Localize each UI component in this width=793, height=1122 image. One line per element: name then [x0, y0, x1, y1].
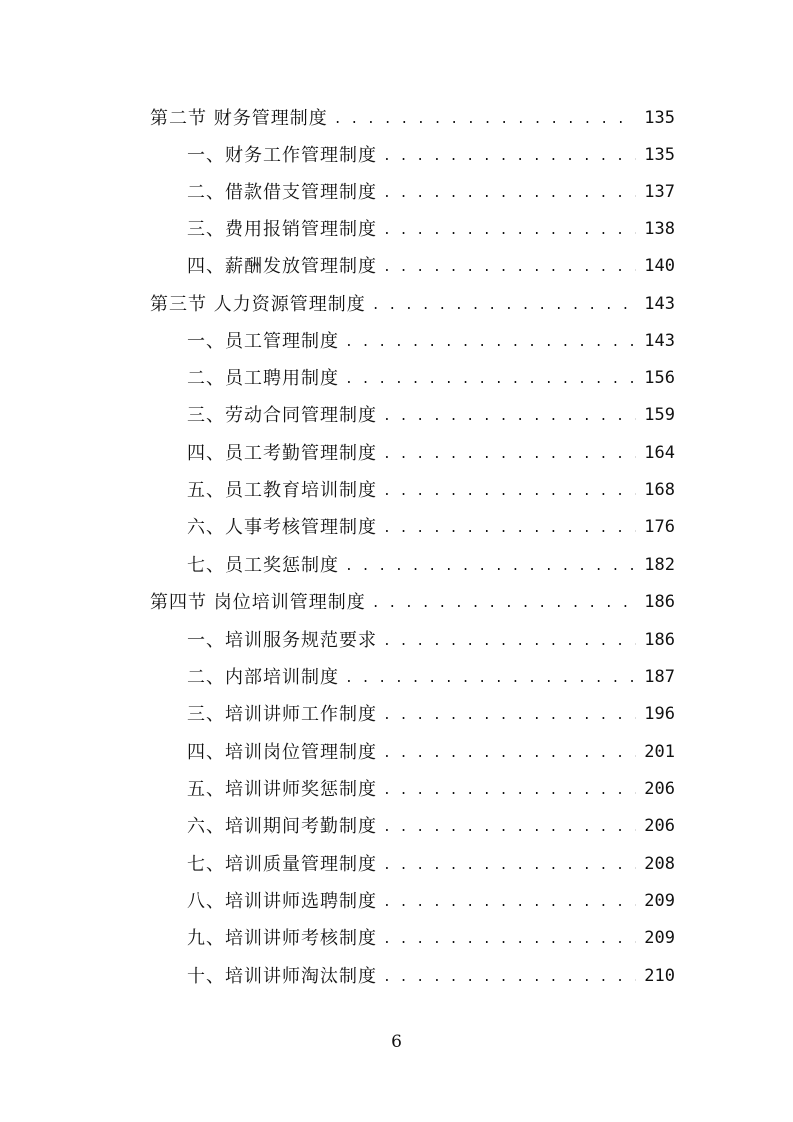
toc-dot-leader: [383, 696, 636, 733]
toc-entry-title: 七、员工奖惩制度: [187, 555, 339, 576]
toc-entry-page: 140: [644, 256, 675, 276]
toc-dot-leader: [383, 808, 636, 845]
toc-entry-page: 201: [644, 742, 675, 762]
toc-dot-leader: [383, 248, 636, 285]
toc-entry-title: 一、员工管理制度: [187, 331, 339, 352]
toc-entry-title: 四、员工考勤管理制度: [187, 443, 377, 464]
toc-entry-page: 143: [644, 331, 675, 351]
toc-entry-page: 168: [644, 480, 675, 500]
toc-entry-page: 208: [644, 854, 675, 874]
toc-entry[interactable]: [187, 696, 675, 733]
toc-entry-page: 209: [644, 891, 675, 911]
page-number: 6: [391, 1032, 402, 1052]
toc-entry-title: 三、费用报销管理制度: [187, 219, 377, 240]
toc-entry-page: 209: [644, 928, 675, 948]
toc-dot-leader: [383, 622, 636, 659]
toc-dot-leader: [383, 958, 636, 995]
toc-dot-leader: [383, 509, 636, 546]
toc-entry-page: 159: [644, 405, 675, 425]
toc-entry[interactable]: [187, 509, 675, 546]
toc-dot-leader: [383, 771, 636, 808]
toc-entry-page: 135: [644, 108, 675, 128]
toc-entry[interactable]: [150, 584, 675, 621]
toc-dot-leader: [345, 323, 636, 360]
toc-entry-title: 五、培训讲师奖惩制度: [187, 779, 377, 800]
toc-entry[interactable]: [187, 808, 675, 845]
toc-entry-title: 六、培训期间考勤制度: [187, 816, 377, 837]
toc-entry[interactable]: [187, 771, 675, 808]
toc-entry-title: 四、培训岗位管理制度: [187, 742, 377, 763]
table-of-contents: [0, 100, 793, 1000]
toc-entry-title: 二、员工聘用制度: [187, 368, 339, 389]
toc-entry-page: 210: [644, 966, 675, 986]
toc-entry-title: 十、培训讲师淘汰制度: [187, 966, 377, 987]
toc-entry-title: 九、培训讲师考核制度: [187, 928, 377, 949]
toc-entry[interactable]: [187, 435, 675, 472]
toc-entry[interactable]: [187, 622, 675, 659]
toc-entry-title: 三、劳动合同管理制度: [187, 405, 377, 426]
toc-dot-leader: [383, 397, 636, 434]
toc-entry[interactable]: [187, 958, 675, 995]
toc-dot-leader: [383, 846, 636, 883]
toc-entry-page: 182: [644, 555, 675, 575]
toc-entry-title: 第二节 财务管理制度: [150, 108, 328, 129]
toc-dot-leader: [383, 920, 636, 957]
toc-entry-title: 一、培训服务规范要求: [187, 630, 377, 651]
toc-entry-title: 第三节 人力资源管理制度: [150, 294, 366, 315]
toc-entry[interactable]: [187, 137, 675, 174]
toc-entry-title: 七、培训质量管理制度: [187, 854, 377, 875]
toc-entry-page: 137: [644, 182, 675, 202]
toc-entry-title: 一、财务工作管理制度: [187, 145, 377, 166]
toc-entry-page: 135: [644, 145, 675, 165]
toc-entry-page: 176: [644, 517, 675, 537]
toc-entry[interactable]: [187, 360, 675, 397]
toc-dot-leader: [383, 734, 636, 771]
toc-entry-title: 二、内部培训制度: [187, 667, 339, 688]
toc-entry[interactable]: [187, 472, 675, 509]
toc-dot-leader: [345, 547, 636, 584]
toc-entry-title: 五、员工教育培训制度: [187, 480, 377, 501]
toc-entry-page: 186: [644, 592, 675, 612]
toc-dot-leader: [345, 360, 636, 397]
toc-entry[interactable]: [187, 323, 675, 360]
toc-entry-page: 143: [644, 294, 675, 314]
toc-entry-page: 164: [644, 443, 675, 463]
toc-dot-leader: [383, 211, 636, 248]
toc-entry-title: 六、人事考核管理制度: [187, 517, 377, 538]
toc-entry[interactable]: [187, 174, 675, 211]
toc-entry-title: 八、培训讲师选聘制度: [187, 891, 377, 912]
toc-entry[interactable]: [187, 920, 675, 957]
toc-entry[interactable]: [187, 248, 675, 285]
toc-entry[interactable]: [187, 846, 675, 883]
toc-entry-title: 二、借款借支管理制度: [187, 182, 377, 203]
toc-entry[interactable]: [187, 211, 675, 248]
toc-entry-page: 187: [644, 667, 675, 687]
toc-entry[interactable]: [187, 734, 675, 771]
toc-entry[interactable]: [150, 100, 675, 137]
toc-entry-page: 186: [644, 630, 675, 650]
toc-dot-leader: [383, 435, 636, 472]
toc-entry[interactable]: [150, 286, 675, 323]
toc-dot-leader: [345, 659, 636, 696]
toc-entry[interactable]: [187, 547, 675, 584]
toc-entry-title: 三、培训讲师工作制度: [187, 704, 377, 725]
toc-entry-page: 196: [644, 704, 675, 724]
toc-dot-leader: [372, 584, 637, 621]
toc-entry-page: 156: [644, 368, 675, 388]
toc-entry-page: 138: [644, 219, 675, 239]
toc-entry-title: 第四节 岗位培训管理制度: [150, 592, 366, 613]
toc-entry[interactable]: [187, 883, 675, 920]
toc-entry[interactable]: [187, 397, 675, 434]
toc-dot-leader: [383, 883, 636, 920]
toc-dot-leader: [383, 472, 636, 509]
toc-dot-leader: [372, 286, 637, 323]
toc-entry-page: 206: [644, 779, 675, 799]
toc-dot-leader: [383, 137, 636, 174]
toc-entry[interactable]: [187, 659, 675, 696]
toc-entry-title: 四、薪酬发放管理制度: [187, 256, 377, 277]
toc-dot-leader: [334, 100, 637, 137]
toc-entry-page: 206: [644, 816, 675, 836]
toc-dot-leader: [383, 174, 636, 211]
